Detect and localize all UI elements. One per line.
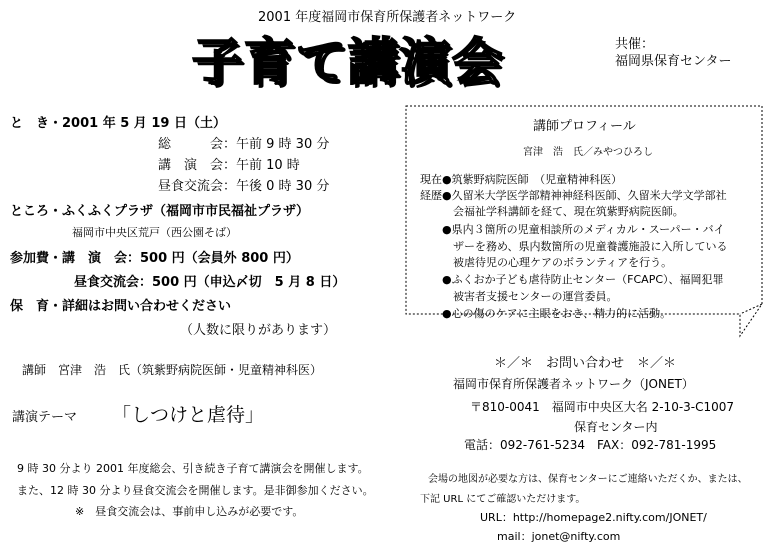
notice-line-1: 9 時 30 分より 2001 年度総会、引き続き子育て講演会を開催します。 xyxy=(17,462,369,475)
cosponsor-block xyxy=(615,36,731,70)
contact-header: ＊／＊ お問い合わせ ＊／＊ xyxy=(494,356,677,371)
profile-line: ザーを務め、県内数箇所の児童養護施設に入所している xyxy=(420,240,728,253)
session-lecture: 講 演 会：午前 10 時 xyxy=(158,158,300,173)
website-url[interactable]: URL：http://homepage2.nifty.com/JONET/ xyxy=(480,511,707,524)
lecturer-line: 講師 宮津 浩 氏（筑紫野病院医師・児童精神科医） xyxy=(22,363,323,377)
cosponsor-label: 共催： xyxy=(615,37,655,52)
contact-phone-fax: 電話：092-761-5234 FAX：092-781-1995 xyxy=(464,438,717,452)
fee-lunch: 昼食交流会：500 円（申込〆切 5 月 8 日） xyxy=(74,275,346,290)
venue-address: 福岡市中央区荒戸（西公園そば） xyxy=(72,226,237,239)
profile-line: 被虐待児の心理ケアのボランティアを行う。 xyxy=(420,256,673,269)
profile-name: 宮津 浩 氏／みやつひろし xyxy=(523,147,653,158)
notice-line-2: また、12 時 30 分より昼食交流会を開催します。是非御参加ください。 xyxy=(17,484,374,497)
session-lunch: 昼食交流会：午後 0 時 30 分 xyxy=(158,179,330,194)
profile-line: ●心の傷のケアに主眼をおき、精力的に活動。 xyxy=(420,307,672,320)
profile-line: 経歴●久留米大学医学部精神神経科医師、久留米大学文学部社 xyxy=(420,189,727,202)
profile-title: 講師プロフィール xyxy=(533,119,636,134)
page-title: 子育て講演会 xyxy=(192,33,504,91)
notice-line-3: ※ 昼食交流会は、事前申し込みが必要です。 xyxy=(75,505,304,518)
cosponsor-name: 福岡県保育センター xyxy=(615,54,732,69)
session-general-meeting: 総 会：午前 9 時 30 分 xyxy=(158,137,330,152)
map-note-line-1: 会場の地図が必要な方は、保育センターにご連絡いただくか、または、 xyxy=(428,474,748,485)
contact-org: 福岡市保育所保護者ネットワーク（JONET） xyxy=(453,377,694,391)
profile-line: ●ふくおか子ども虐待防止センター（FCAPC）、福岡犯罪 xyxy=(420,273,724,286)
childcare-limit: （人数に限りがあります） xyxy=(180,323,337,338)
contact-postal: 〒810-0041 福岡市中央区大名 2-10-3-C1007 xyxy=(470,400,735,414)
profile-line: 会福祉学科講師を経て、現在筑紫野病院医師。 xyxy=(420,205,684,218)
fee-lecture: 参加費・講 演 会：500 円（会員外 800 円） xyxy=(10,251,299,266)
event-date: と き・2001 年 5 月 19 日（土） xyxy=(10,116,226,131)
map-note-line-2: 下記 URL にてご確認いただけます。 xyxy=(420,494,586,505)
theme-label: 講演テーマ xyxy=(12,410,78,425)
profile-line: 被害者支援センターの運営委員。 xyxy=(420,290,618,303)
email-address[interactable]: mail：jonet@nifty.com xyxy=(497,530,621,543)
profile-line: ●県内３箇所の児童相談所のメディカル・スーパー・バイ xyxy=(420,223,725,236)
venue: ところ・ふくふくプラザ（福岡市市民福祉プラザ） xyxy=(10,204,310,219)
theme-title: 「しつけと虐待」 xyxy=(112,404,265,426)
childcare-info: 保 育・詳細はお問い合わせください xyxy=(10,299,232,314)
organizer-line: 2001 年度福岡市保育所保護者ネットワーク xyxy=(258,10,517,25)
profile-line: 現在●筑紫野病院医師 （児童精神科医） xyxy=(420,173,623,186)
contact-care-of: 保育センター内 xyxy=(574,420,658,434)
